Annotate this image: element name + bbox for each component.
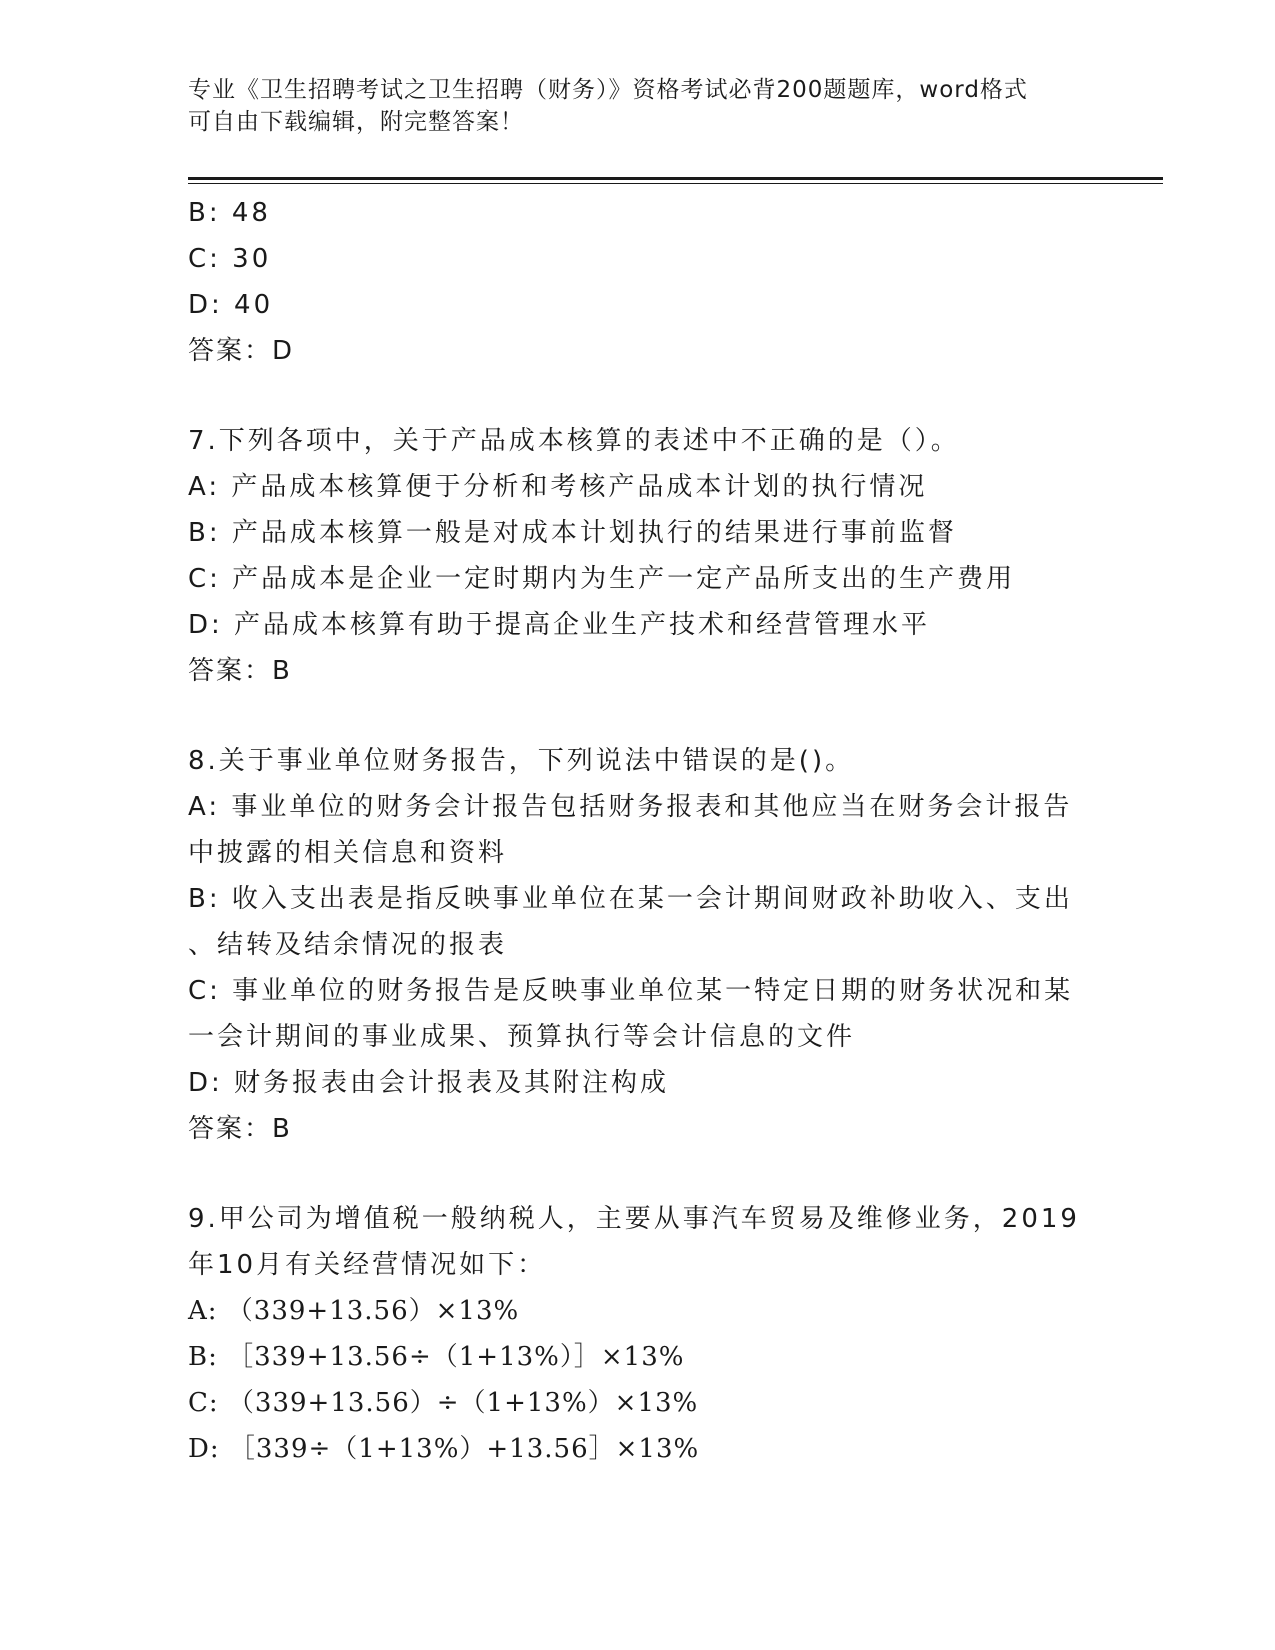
document-body bbox=[188, 190, 1088, 1472]
q7-answer: 答案：B bbox=[188, 656, 292, 686]
question-8-block bbox=[188, 738, 1088, 1152]
q8-option-b-line-2: 、结转及结余情况的报表 bbox=[188, 930, 508, 960]
q9-option-b: B: ［339+13.56÷（1+13%）］×13% bbox=[188, 1342, 685, 1372]
question-9-block bbox=[188, 1196, 1088, 1472]
q9-option-c: C: （339+13.56）÷（1+13%）×13% bbox=[188, 1388, 699, 1418]
q9-question-line-1: 9.甲公司为增值税一般纳税人，主要从事汽车贸易及维修业务，2019 bbox=[188, 1204, 1080, 1234]
q8-option-c-line-1: C: 事业单位的财务报告是反映事业单位某一特定日期的财务状况和某 bbox=[188, 976, 1074, 1006]
header-line-1: 专业《卫生招聘考试之卫生招聘（财务）》资格考试必背200题题库，word格式 bbox=[188, 77, 1028, 103]
q6-option-d: D: 40 bbox=[188, 290, 274, 320]
header-divider-thin bbox=[188, 183, 1163, 184]
q9-option-a: A: （339+13.56）×13% bbox=[188, 1296, 520, 1326]
q7-question: 7.下列各项中，关于产品成本核算的表述中不正确的是（）。 bbox=[188, 426, 960, 456]
q6-answer: 答案：D bbox=[188, 336, 295, 366]
q8-question: 8.关于事业单位财务报告，下列说法中错误的是()。 bbox=[188, 746, 855, 776]
q9-question-line-2: 年10月有关经营情况如下： bbox=[188, 1250, 547, 1280]
q7-option-b: B: 产品成本核算一般是对成本计划执行的结果进行事前监督 bbox=[188, 518, 957, 548]
spacer bbox=[188, 374, 1088, 418]
q8-option-d: D: 财务报表由会计报表及其附注构成 bbox=[188, 1068, 670, 1098]
q8-answer: 答案：B bbox=[188, 1114, 292, 1144]
header-line-2: 可自由下载编辑，附完整答案！ bbox=[188, 109, 524, 135]
q8-option-b-line-1: B: 收入支出表是指反映事业单位在某一会计期间财政补助收入、支出 bbox=[188, 884, 1073, 914]
spacer bbox=[188, 1152, 1088, 1196]
spacer bbox=[188, 694, 1088, 738]
q6-option-c: C: 30 bbox=[188, 244, 272, 274]
document-header bbox=[188, 74, 1088, 138]
header-divider-thick bbox=[188, 177, 1163, 180]
question-7-block bbox=[188, 418, 1088, 694]
q8-option-c-line-2: 一会计期间的事业成果、预算执行等会计信息的文件 bbox=[188, 1022, 856, 1052]
q9-option-d: D: ［339÷（1+13%）+13.56］×13% bbox=[188, 1434, 700, 1464]
q7-option-c: C: 产品成本是企业一定时期内为生产一定产品所支出的生产费用 bbox=[188, 564, 1016, 594]
q8-option-a-line-2: 中披露的相关信息和资料 bbox=[188, 838, 508, 868]
q6-option-b: B: 48 bbox=[188, 198, 271, 228]
q7-option-d: D: 产品成本核算有助于提高企业生产技术和经营管理水平 bbox=[188, 610, 931, 640]
q8-option-a-line-1: A: 事业单位的财务会计报告包括财务报表和其他应当在财务会计报告 bbox=[188, 792, 1073, 822]
q7-option-a: A: 产品成本核算便于分析和考核产品成本计划的执行情况 bbox=[188, 472, 928, 502]
question-6-block bbox=[188, 190, 1088, 374]
